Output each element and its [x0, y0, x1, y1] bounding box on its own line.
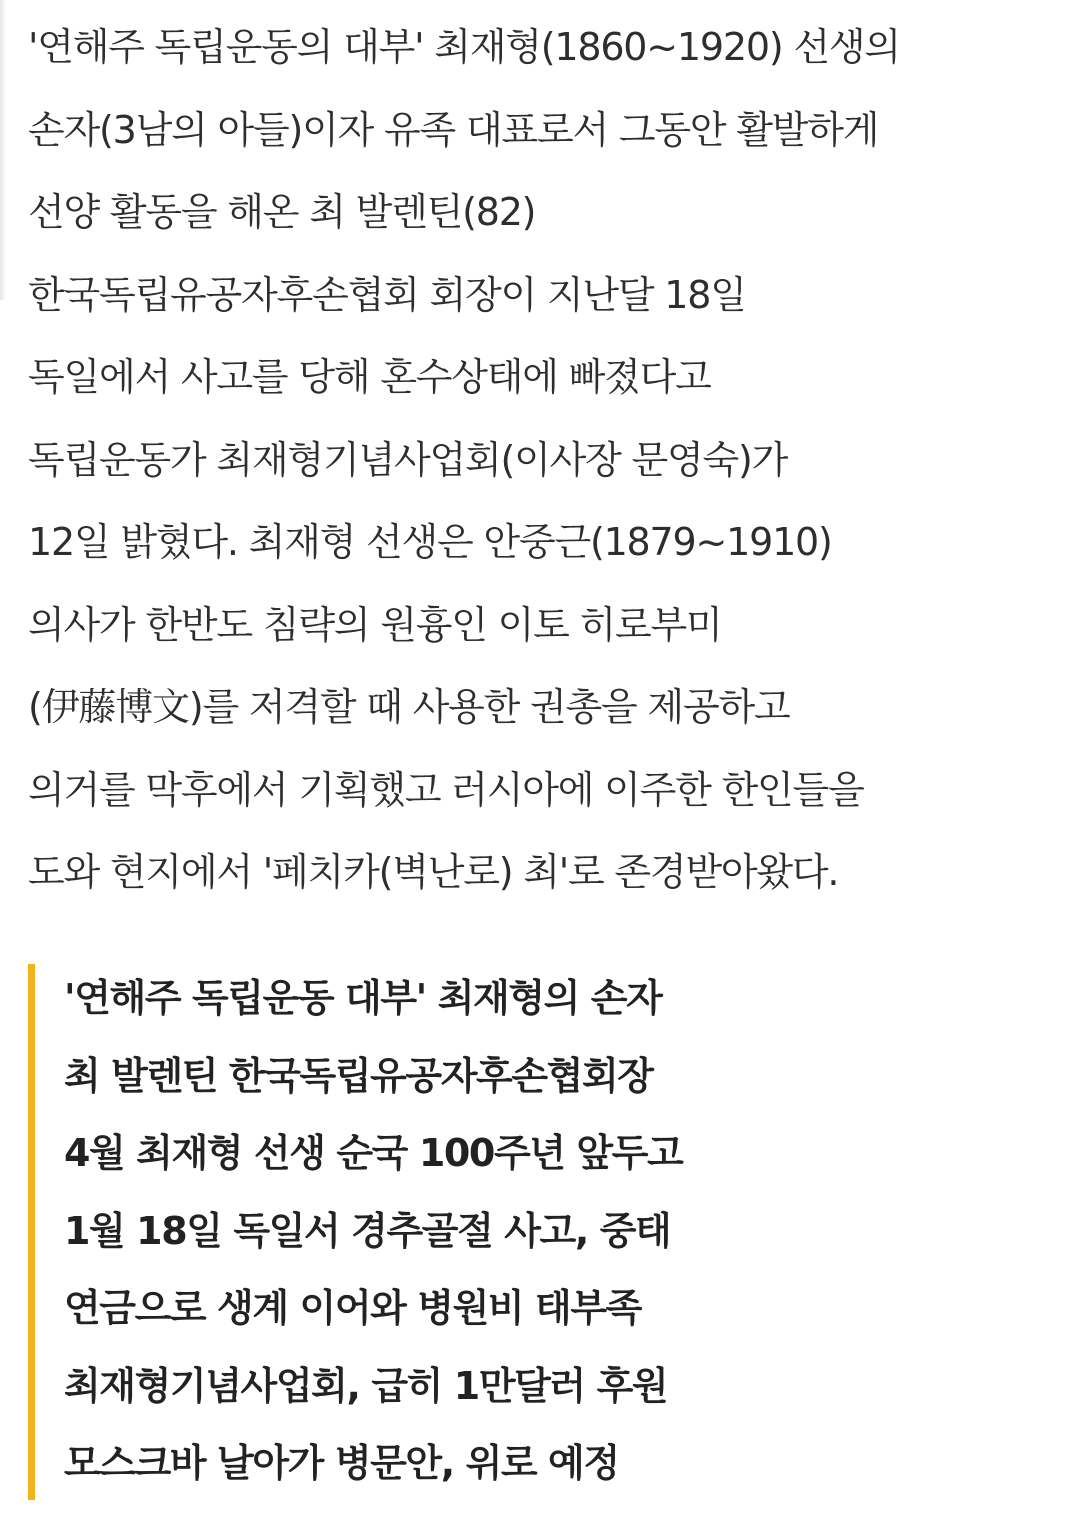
summary-line: 최재형기념사업회, 급히 1만달러 후원	[64, 1363, 668, 1408]
summary-line: '연해주 독립운동 대부' 최재형의 손자	[64, 976, 662, 1020]
summary-line: 최 발렌틴 한국독립유공자후손협회장	[64, 1053, 653, 1098]
body-line: 의사가 한반도 침략의 원흉인 이토 히로부미	[28, 602, 722, 647]
summary-list	[64, 960, 682, 1503]
body-line: 한국독립유공자후손협회 회장이 지난달 18일	[28, 272, 746, 317]
article-body	[28, 6, 1068, 914]
body-line: 도와 현지에서 '페치카(벽난로) 최'로 존경받아왔다.	[28, 850, 839, 894]
body-line: '연해주 독립운동의 대부' 최재형(1860~1920) 선생의	[28, 25, 900, 69]
page-edge-shadow	[0, 0, 6, 300]
body-line: 의거를 막후에서 기획했고 러시아에 이주한 한인들을	[28, 767, 864, 812]
summary-line: 4월 최재형 선생 순국 100주년 앞두고	[64, 1131, 683, 1175]
summary-box	[28, 960, 1028, 1502]
summary-accent-bar	[28, 964, 35, 1500]
summary-line: 1월 18일 독일서 경추골절 사고, 중태	[64, 1208, 671, 1253]
body-line: 선양 활동을 해온 최 발렌틴(82)	[28, 190, 536, 234]
body-line: 12일 밝혔다. 최재형 선생은 안중근(1879~1910)	[28, 520, 832, 564]
body-line: 손자(3남의 아들)이자 유족 대표로서 그동안 활발하게	[28, 107, 879, 152]
summary-line: 모스크바 날아가 병문안, 위로 예정	[64, 1441, 619, 1485]
body-line: 독립운동가 최재형기념사업회(이사장 문영숙)가	[28, 437, 788, 482]
body-line: (伊藤博文)를 저격할 때 사용한 권총을 제공하고	[28, 685, 790, 729]
summary-line: 연금으로 생계 이어와 병원비 태부족	[64, 1286, 641, 1330]
body-line: 독일에서 사고를 당해 혼수상태에 빠졌다고	[28, 355, 711, 399]
